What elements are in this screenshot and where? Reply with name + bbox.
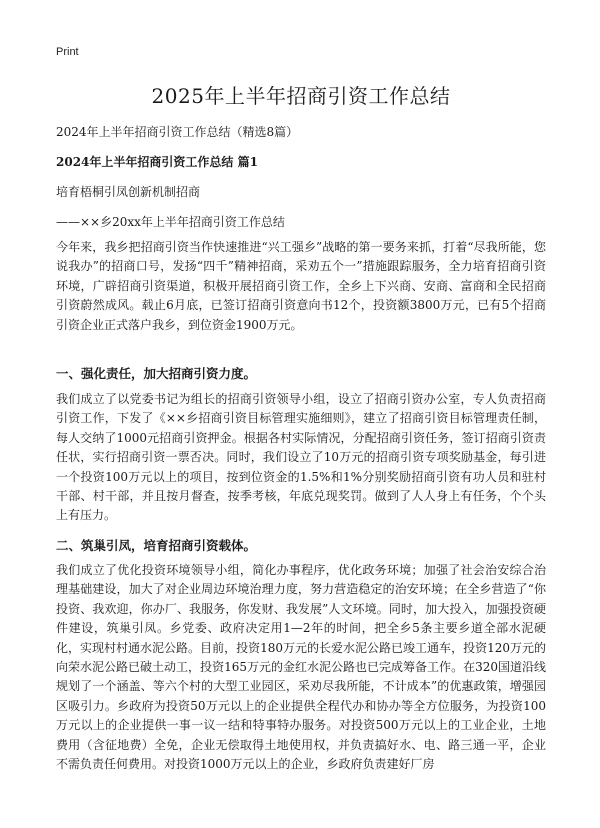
- paragraph-infrastructure: 我们成立了优化投资环境领导小组，简化办事程序，优化政务环境；加强了社会治安综合治理基础建设，加大了对企业周边环境治理力度，努力营造稳定的治安环境；在全乡营造了“你投资、我欢迎，你办厂、我服务，你发财、我发展”人文环境。同时，加大投入，加强投资硬件建设，筑巢引凤。乡党委、政府决定用1—2年的时间，把全乡5条主要乡道全部水泥硬化，实现村村通水泥公路。目前，投资180万元的长爱水泥公路已竣工通车，投资120万元的向荣水泥公路已破土动工，投资165万元的金红水泥公路也已完成筹备工作。在320国道沿线规划了一个涵盖、等六个村的大型工业园区，采劝尽我所能，不计成本”的优惠政策，增强园区吸引力。乡政府为投资50万元以上的企业提供全程代办和协办等全方位服务，为投资100万元以上的企业提供一事一议一结和特事特办服务。对投资500万元以上的工业企业，土地费用（含征地费）全免，企业无偿取得土地使用权，并负责搞好水、电、路三通一平，企业不需负责任何费用。对投资1000万元以上的企业，乡政府负责建好厂房: [56, 563, 546, 772]
- document-subtitle: 2024年上半年招商引资工作总结（精选8篇）: [56, 125, 299, 139]
- heading-responsibility: 一、强化责任，加大招商引资力度。: [56, 366, 257, 381]
- article-byline: ——××乡20xx年上半年招商引资工作总结: [56, 215, 285, 229]
- paragraph-responsibility: 我们成立了以党委书记为组长的招商引资领导小组，设立了招商引资办公室，专人负责招商引资工作，下发了《××乡招商引资目标管理实施细则》，建立了招商引资目标管理责任制，每人交纳了1000元招商引资押金。根据各村实际情况，分配招商引资任务，签订招商引资责任状，实行招商引资一票否决。同时，我们设立了10万元的招商引资专项奖励基金，每引进一个投资100万元以上的项目，按到位资金的1.5%和1%分别奖励招商引资有功人员和驻村干部、村干部，并且按月督查，按季考核，年底兑现奖罚。做到了人人身上有任务，个个头上有压力。: [56, 392, 546, 523]
- article-heading-line: 培育梧桐引凤创新机制招商: [56, 185, 201, 199]
- paragraph-intro: 今年来，我乡把招商引资当作快速推进“兴工强乡”战略的第一要务来抓，打着“尽我所能，您说我办”的招商口号，发扬“四千”精神招商，采劝五个一”措施跟踪服务，全力培育招商引资环境，广辟招商引资渠道，积极开展招商引资工作，全乡上下兴商、安商、富商和全民招商引资蔚然成风。载止6月底，已签订招商引资意向书12个，投资额3800万元，已有5个招商引资企业正式落户我乡，到位资金1900万元。: [56, 240, 546, 332]
- page-title: 2025年上半年招商引资工作总结: [151, 84, 451, 108]
- heading-infrastructure: 二、筑巢引凤，培育招商引资载体。: [56, 538, 257, 553]
- section-heading: 2024年上半年招商引资工作总结 篇1: [56, 155, 258, 169]
- print-link[interactable]: Print: [56, 46, 79, 58]
